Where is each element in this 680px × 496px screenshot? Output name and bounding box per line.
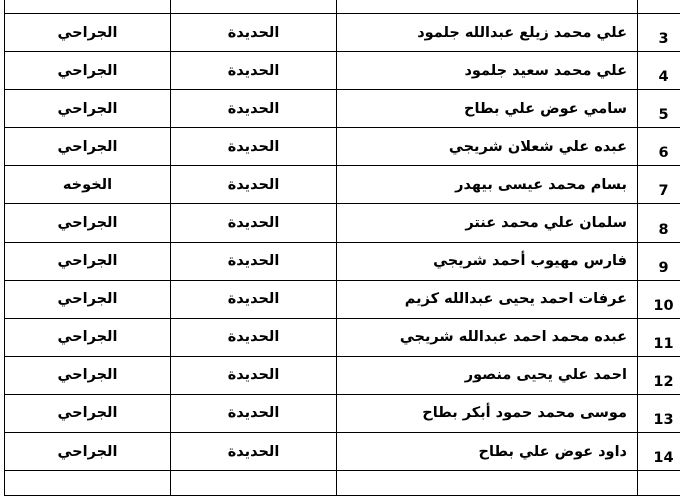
cell-area: الجراحي [5,280,171,318]
table-row-partial-top [5,0,680,14]
cell-number: 7 [638,166,680,204]
cell-name [337,0,638,14]
cell-partial [337,471,638,496]
cell-area: الجراحي [5,433,171,471]
cell-partial [638,471,680,496]
document-sheet [4,0,675,496]
table-row [5,433,680,471]
table-row [5,166,680,204]
cell-area: الجراحي [5,356,171,394]
cell-number: 8 [638,204,680,242]
table-row [5,280,680,318]
cell-partial [5,471,171,496]
cell-number: 12 [638,356,680,394]
cell-number: 3 [638,14,680,52]
table-row [5,318,680,356]
cell-area: الجراحي [5,52,171,90]
cell-governorate: الحديدة [171,318,337,356]
table-row [5,394,680,432]
cell-governorate: الحديدة [171,52,337,90]
cell-number: 6 [638,128,680,166]
names-table [4,0,680,496]
cell-governorate: الحديدة [171,280,337,318]
cell-number [638,0,680,14]
cell-number: 10 [638,280,680,318]
cell-name: سامي عوض علي بطاح [337,90,638,128]
cell-governorate: الحديدة [171,242,337,280]
cell-name: عبده محمد احمد عبدالله شريجي [337,318,638,356]
cell-name: سلمان علي محمد عنتر [337,204,638,242]
cell-area: الجراحي [5,14,171,52]
table-row [5,204,680,242]
cell-number: 14 [638,433,680,471]
cell-area: الجراحي [5,90,171,128]
cell-name: عبده علي شعلان شريجي [337,128,638,166]
cell-area: الجراحي [5,128,171,166]
table-row [5,14,680,52]
cell-area [5,0,171,14]
cell-name: عرفات احمد يحيى عبدالله كزيم [337,280,638,318]
cell-governorate: الحديدة [171,128,337,166]
cell-number: 9 [638,242,680,280]
cell-name: فارس مهيوب أحمد شريجي [337,242,638,280]
names-table-body [5,0,680,496]
table-row [5,52,680,90]
table-row [5,90,680,128]
cell-number: 4 [638,52,680,90]
cell-number: 13 [638,394,680,432]
table-row-partial-bottom [5,471,680,496]
cell-name: علي محمد سعيد جلمود [337,52,638,90]
cell-number: 11 [638,318,680,356]
cell-governorate: الحديدة [171,394,337,432]
cell-area: الجراحي [5,394,171,432]
cell-name: بسام محمد عيسى بيهدر [337,166,638,204]
table-row [5,242,680,280]
cell-governorate [171,0,337,14]
cell-governorate: الحديدة [171,166,337,204]
cell-governorate: الحديدة [171,204,337,242]
cell-governorate: الحديدة [171,356,337,394]
cell-governorate: الحديدة [171,90,337,128]
cell-number: 5 [638,90,680,128]
cell-name: موسى محمد حمود أبكر بطاح [337,394,638,432]
table-row [5,356,680,394]
cell-area: الجراحي [5,318,171,356]
cell-area: الجراحي [5,204,171,242]
cell-governorate: الحديدة [171,433,337,471]
table-row [5,128,680,166]
cell-area: الجراحي [5,242,171,280]
cell-partial [171,471,337,496]
cell-name: داود عوض علي بطاح [337,433,638,471]
cell-area: الخوخه [5,166,171,204]
cell-governorate: الحديدة [171,14,337,52]
cell-name: احمد علي يحيى منصور [337,356,638,394]
cell-name: علي محمد زيلع عبدالله جلمود [337,14,638,52]
